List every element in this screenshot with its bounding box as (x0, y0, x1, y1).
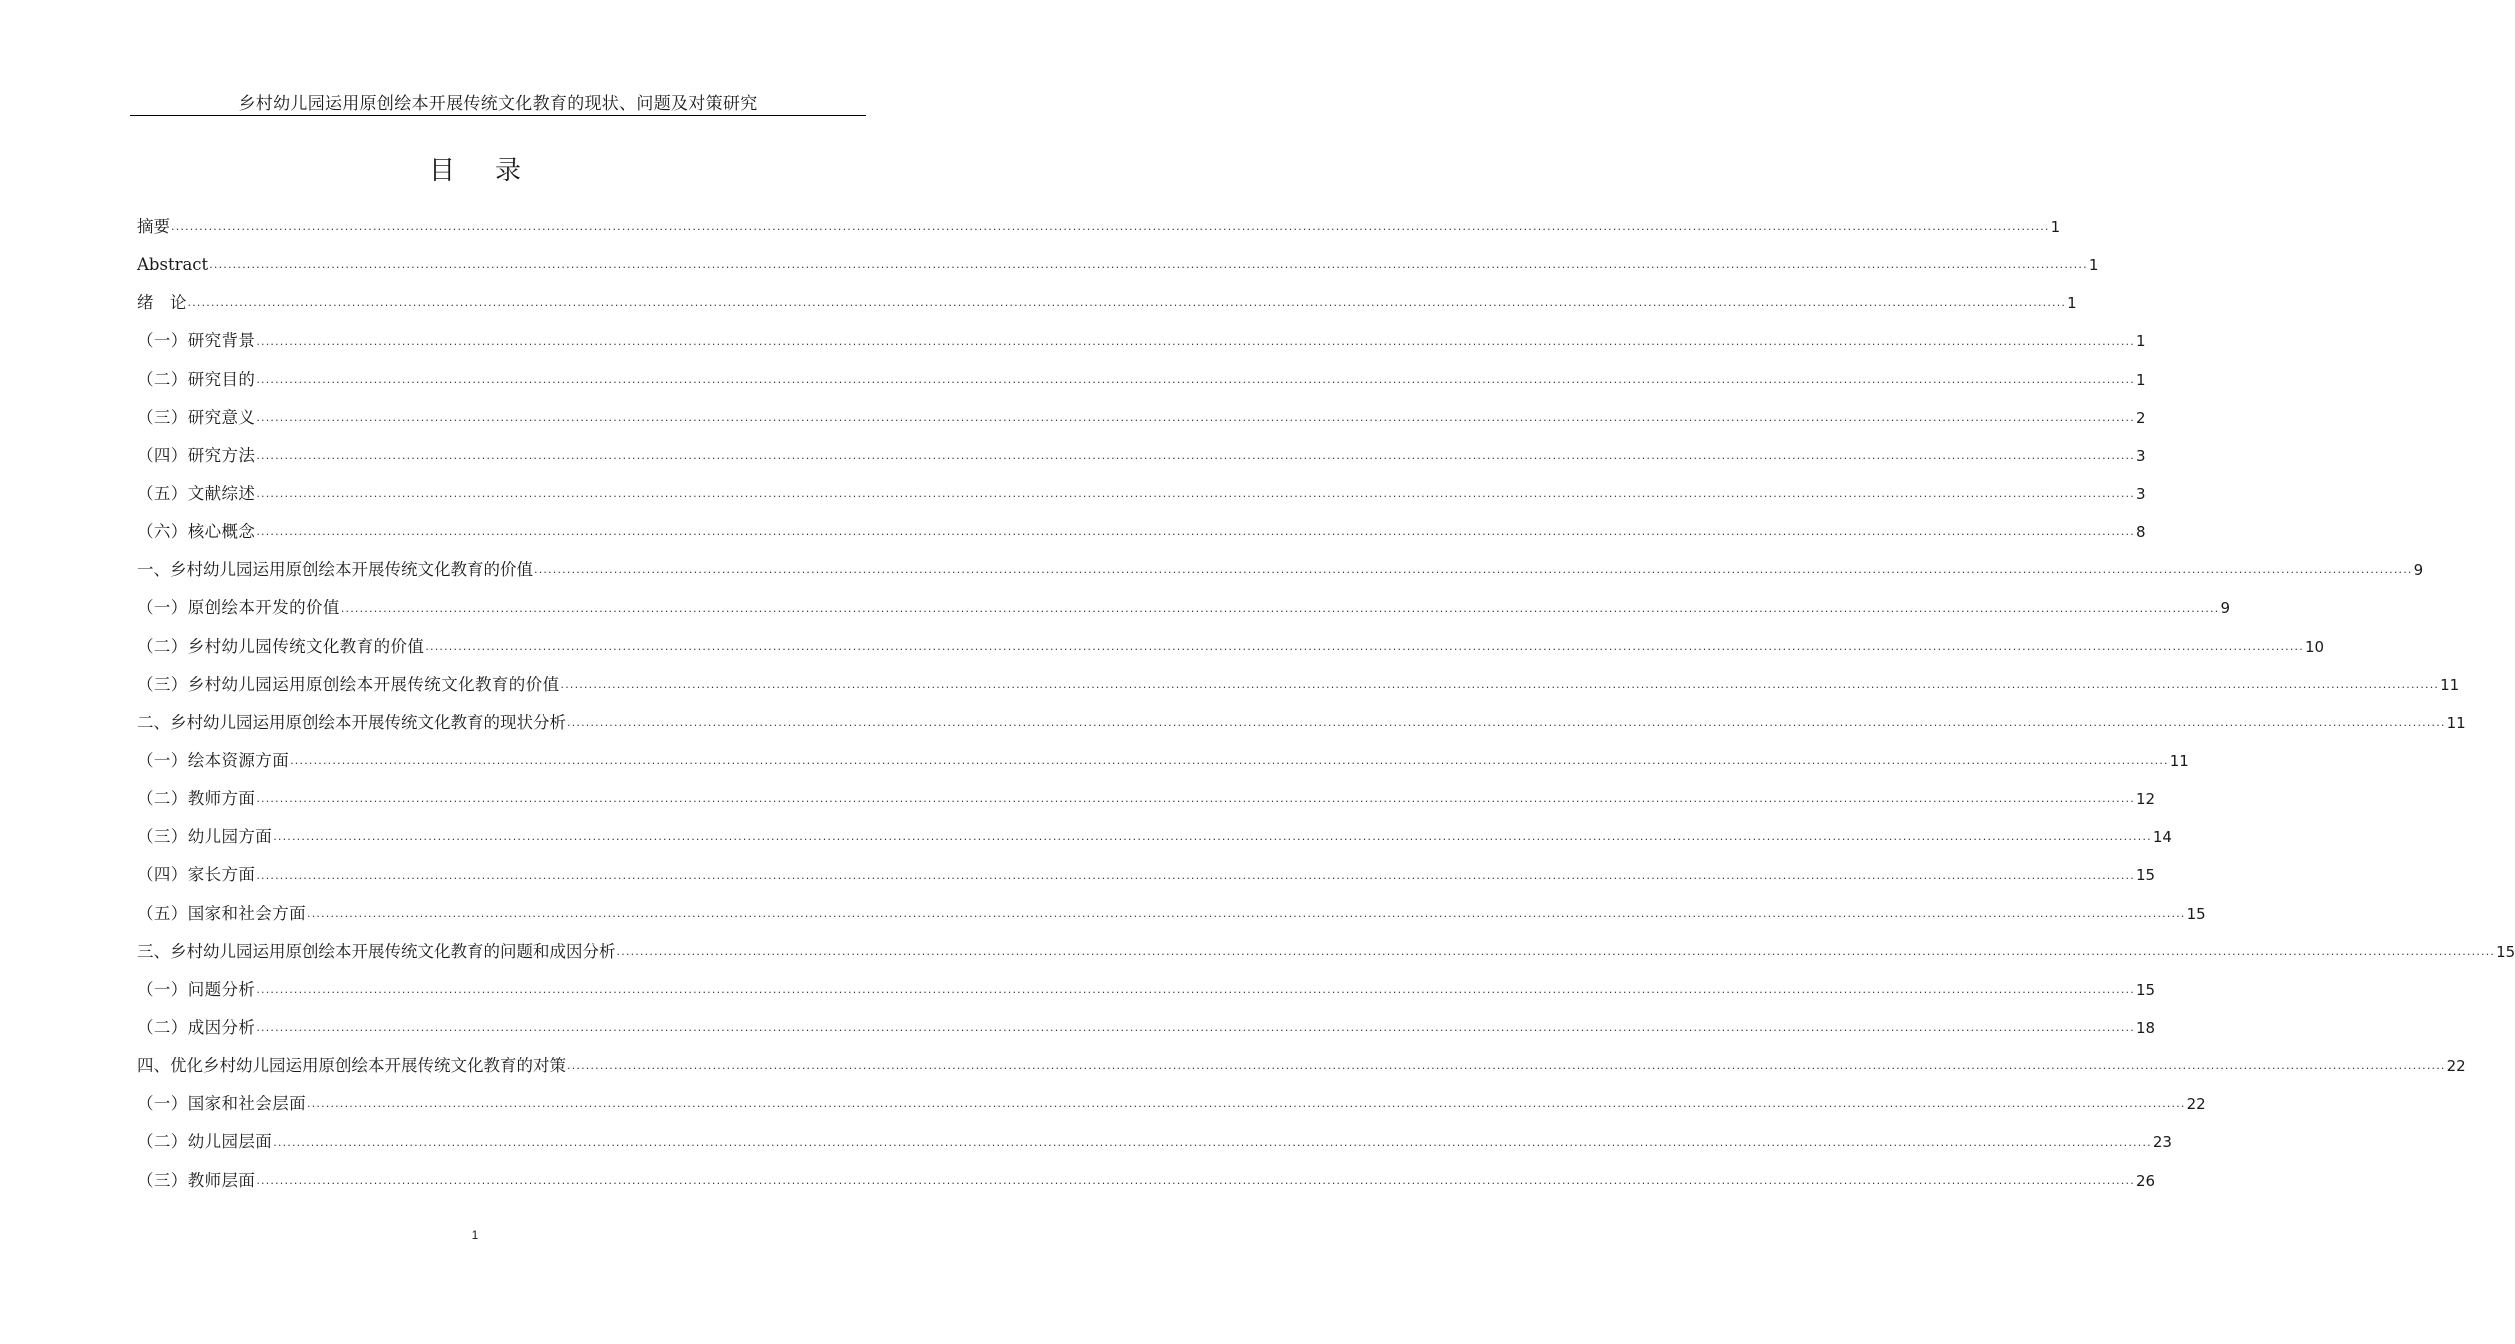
toc-entry-title: 三、乡村幼儿园运用原创绘本开展传统文化教育的问题和成因分析 (137, 941, 616, 961)
toc-entry[interactable] (137, 208, 2061, 246)
dot-leader: ................................................................................................................................................................................................................................................................................................................................................................................................................ (425, 639, 2304, 653)
toc-entry[interactable] (137, 1123, 2172, 1161)
running-header: 乡村幼儿园运用原创绘本开展传统文化教育的现状、问题及对策研究 (238, 94, 758, 114)
dot-leader: ................................................................................................................................................................................................................................................................................................................................................................................................................ (256, 1173, 2135, 1187)
dot-leader: ................................................................................................................................................................................................................................................................................................................................................................................................................ (307, 1097, 2186, 1111)
dot-leader: ................................................................................................................................................................................................................................................................................................................................................................................................................ (560, 677, 2440, 691)
toc-entry-title: （四）研究方法 (137, 445, 256, 465)
toc-entry-title: （三）幼儿园方面 (137, 827, 273, 847)
dot-leader: ................................................................................................................................................................................................................................................................................................................................................................................................................ (256, 1021, 2135, 1035)
dot-leader: ................................................................................................................................................................................................................................................................................................................................................................................................................ (256, 525, 2135, 539)
toc-entry[interactable] (137, 895, 2206, 933)
toc-entry[interactable] (137, 742, 2189, 780)
dot-leader: ................................................................................................................................................................................................................................................................................................................................................................................................................ (209, 258, 2088, 272)
toc-entry[interactable] (137, 780, 2156, 818)
toc-entry-page: 15 (2135, 866, 2156, 885)
toc-entry[interactable] (137, 856, 2156, 894)
dot-leader: ................................................................................................................................................................................................................................................................................................................................................................................................................ (567, 1059, 2446, 1073)
dot-leader: ................................................................................................................................................................................................................................................................................................................................................................................................................ (256, 982, 2135, 996)
toc-entry-title: （二）研究目的 (137, 369, 256, 389)
toc-entry-title: （二）幼儿园层面 (137, 1132, 273, 1152)
page-number: 1 (471, 1228, 479, 1242)
toc-entry-title: （一）绘本资源方面 (137, 751, 290, 771)
toc-entry-title: 摘要 (137, 217, 170, 237)
dot-leader: ................................................................................................................................................................................................................................................................................................................................................................................................................ (256, 792, 2135, 806)
toc-entry-title: 四、优化乡村幼儿园运用原创绘本开展传统文化教育的对策 (137, 1056, 566, 1076)
toc-entry-page: 26 (2135, 1171, 2156, 1190)
dot-leader: ................................................................................................................................................................................................................................................................................................................................................................................................................ (256, 487, 2135, 501)
toc-entry-page: 8 (2135, 523, 2146, 542)
toc-entry-page: 1 (2135, 332, 2146, 351)
toc-entry-page: 9 (2413, 561, 2424, 580)
toc-entry[interactable] (137, 437, 2146, 475)
toc-entry[interactable] (137, 1162, 2156, 1200)
dot-leader: ................................................................................................................................................................................................................................................................................................................................................................................................................ (256, 868, 2135, 882)
toc-entry[interactable] (137, 322, 2146, 360)
toc-entry-title: （一）问题分析 (137, 979, 256, 999)
toc-entry[interactable] (137, 589, 2230, 627)
dot-leader: ................................................................................................................................................................................................................................................................................................................................................................................................................ (256, 448, 2135, 462)
dot-leader: ................................................................................................................................................................................................................................................................................................................................................................................................................ (340, 601, 2220, 615)
toc-entry-title: （六）核心概念 (137, 522, 256, 542)
toc-entry-page: 11 (2169, 752, 2189, 771)
toc-entry-title: （五）国家和社会方面 (137, 903, 306, 923)
toc-entry-page: 2 (2135, 408, 2146, 427)
dot-leader: ................................................................................................................................................................................................................................................................................................................................................................................................................ (273, 1135, 2152, 1149)
toc-entry-page: 10 (2304, 637, 2325, 656)
toc-entry-page: 11 (2446, 713, 2466, 732)
toc-entry[interactable] (137, 551, 2424, 589)
dot-leader: ................................................................................................................................................................................................................................................................................................................................................................................................................ (273, 830, 2152, 844)
toc-entry[interactable] (137, 246, 2099, 284)
toc-entry-page: 18 (2135, 1019, 2156, 1038)
toc-entry[interactable] (137, 704, 2466, 742)
dot-leader: ................................................................................................................................................................................................................................................................................................................................................................................................................ (307, 906, 2186, 920)
toc-entry-title: （三）研究意义 (137, 407, 256, 427)
dot-leader: ................................................................................................................................................................................................................................................................................................................................................................................................................ (534, 563, 2413, 577)
toc-entry-title: （三）教师层面 (137, 1170, 256, 1190)
table-of-contents (137, 208, 2515, 1200)
toc-entry-page: 15 (2186, 904, 2206, 923)
toc-entry-title: （一）国家和社会层面 (137, 1094, 306, 1114)
toc-entry[interactable] (137, 284, 2077, 322)
toc-entry-title: 一、乡村幼儿园运用原创绘本开展传统文化教育的价值 (137, 560, 533, 580)
toc-entry-page: 1 (2135, 370, 2146, 389)
toc-entry[interactable] (137, 513, 2146, 551)
dot-leader: ................................................................................................................................................................................................................................................................................................................................................................................................................ (256, 372, 2135, 386)
toc-entry-page: 1 (2088, 256, 2099, 275)
dot-leader: ................................................................................................................................................................................................................................................................................................................................................................................................................ (616, 944, 2496, 958)
toc-title: 目录 (428, 156, 561, 186)
toc-entry-title: 二、乡村幼儿园运用原创绘本开展传统文化教育的现状分析 (137, 712, 566, 732)
toc-entry-page: 1 (2050, 218, 2061, 237)
toc-entry-title: （三）乡村幼儿园运用原创绘本开展传统文化教育的价值 (137, 674, 560, 694)
toc-entry-title: （一）原创绘本开发的价值 (137, 598, 340, 618)
toc-entry[interactable] (137, 628, 2325, 666)
toc-entry-title: （二）教师方面 (137, 789, 256, 809)
toc-entry-title: （二）乡村幼儿园传统文化教育的价值 (137, 636, 425, 656)
dot-leader: ................................................................................................................................................................................................................................................................................................................................................................................................................ (290, 754, 2169, 768)
toc-entry-page: 22 (2186, 1095, 2206, 1114)
toc-entry-page: 23 (2152, 1133, 2172, 1152)
toc-entry-page: 11 (2440, 675, 2460, 694)
toc-entry[interactable] (137, 666, 2460, 704)
toc-entry-page: 22 (2446, 1057, 2466, 1076)
toc-entry-page: 15 (2496, 942, 2515, 961)
toc-entry[interactable] (137, 475, 2146, 513)
toc-entry[interactable] (137, 1009, 2156, 1047)
dot-leader: ................................................................................................................................................................................................................................................................................................................................................................................................................ (256, 410, 2135, 424)
toc-entry-page: 15 (2135, 980, 2156, 999)
header-divider (130, 115, 866, 116)
toc-entry-page: 3 (2135, 485, 2146, 504)
toc-entry-page: 1 (2067, 294, 2077, 313)
toc-entry-page: 9 (2220, 599, 2230, 618)
dot-leader: ................................................................................................................................................................................................................................................................................................................................................................................................................ (171, 220, 2050, 234)
toc-entry[interactable] (137, 361, 2146, 399)
toc-entry-title: Abstract (137, 255, 209, 275)
toc-entry[interactable] (137, 971, 2156, 1009)
toc-entry-title: （四）家长方面 (137, 865, 256, 885)
toc-entry[interactable] (137, 818, 2172, 856)
toc-entry[interactable] (137, 1085, 2206, 1123)
dot-leader: ................................................................................................................................................................................................................................................................................................................................................................................................................ (187, 296, 2067, 310)
toc-entry-page: 3 (2135, 446, 2146, 465)
toc-entry-title: （一）研究背景 (137, 331, 256, 351)
toc-entry-title: （五）文献综述 (137, 484, 256, 504)
dot-leader: ................................................................................................................................................................................................................................................................................................................................................................................................................ (256, 334, 2135, 348)
toc-entry-title: 绪 论 (137, 293, 187, 313)
toc-entry[interactable] (137, 1047, 2466, 1085)
dot-leader: ................................................................................................................................................................................................................................................................................................................................................................................................................ (567, 715, 2446, 729)
toc-entry[interactable] (137, 399, 2146, 437)
toc-entry-title: （二）成因分析 (137, 1018, 256, 1038)
toc-entry[interactable] (137, 933, 2515, 971)
toc-entry-page: 12 (2135, 790, 2156, 809)
toc-entry-page: 14 (2152, 828, 2172, 847)
